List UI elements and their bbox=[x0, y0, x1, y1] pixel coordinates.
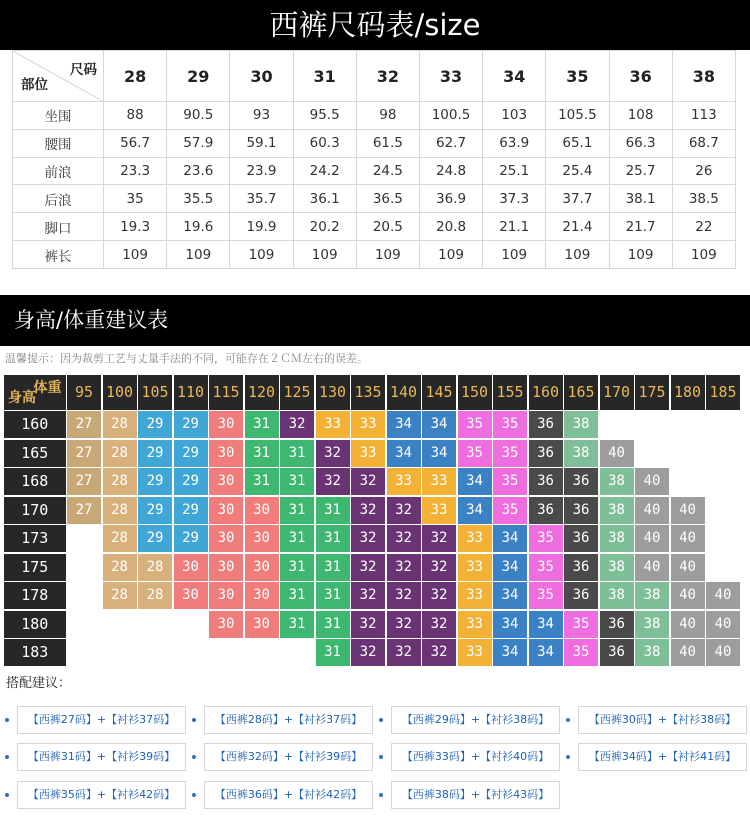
table-cell: 37.3 bbox=[483, 185, 546, 213]
grid-size-cell: 28 bbox=[138, 554, 172, 581]
table-cell: 36.5 bbox=[356, 185, 419, 213]
grid-size-cell: 32 bbox=[351, 639, 385, 666]
table-cell: 26 bbox=[672, 157, 735, 185]
grid-size-cell: 35 bbox=[493, 411, 527, 438]
grid-size-cell: 35 bbox=[458, 440, 492, 467]
table-cell: 24.5 bbox=[356, 157, 419, 185]
height-header-cell: 183 bbox=[4, 639, 66, 666]
height-weight-title-bar bbox=[0, 295, 750, 346]
grid-size-cell: 34 bbox=[493, 554, 527, 581]
grid-size-cell: 32 bbox=[387, 582, 421, 609]
grid-size-cell: 32 bbox=[351, 497, 385, 524]
size-header-cell: 28 bbox=[104, 51, 167, 102]
table-row bbox=[13, 129, 736, 157]
grid-size-cell: 32 bbox=[280, 411, 314, 438]
grid-size-cell: 29 bbox=[174, 468, 208, 495]
grid-size-cell: 36 bbox=[529, 411, 563, 438]
grid-size-cell: 34 bbox=[493, 582, 527, 609]
grid-size-cell: 40 bbox=[600, 440, 634, 467]
grid-size-cell: 40 bbox=[706, 611, 740, 638]
table-cell: 37.7 bbox=[546, 185, 609, 213]
table-row bbox=[13, 213, 736, 241]
bullet-dot bbox=[192, 793, 196, 797]
size-header-cell: 30 bbox=[230, 51, 293, 102]
grid-size-cell: 29 bbox=[174, 497, 208, 524]
grid-size-cell: 36 bbox=[564, 497, 598, 524]
grid-size-cell: 32 bbox=[387, 611, 421, 638]
grid-size-cell: 29 bbox=[138, 440, 172, 467]
size-header-row bbox=[13, 51, 736, 102]
suggestion-item: 【西裤32码】+【衬衫39码】 bbox=[204, 743, 373, 771]
size-header-cell: 33 bbox=[419, 51, 482, 102]
grid-size-cell: 30 bbox=[174, 582, 208, 609]
table-cell: 22 bbox=[672, 213, 735, 241]
table-cell: 20.5 bbox=[356, 213, 419, 241]
grid-size-cell: 35 bbox=[493, 497, 527, 524]
table-cell: 24.8 bbox=[419, 157, 482, 185]
grid-size-cell: 31 bbox=[280, 582, 314, 609]
grid-size-cell: 35 bbox=[493, 468, 527, 495]
suggestion-item: 【西裤33码】+【衬衫40码】 bbox=[391, 743, 560, 771]
grid-size-cell: 40 bbox=[706, 582, 740, 609]
row-label: 裤长 bbox=[13, 241, 104, 269]
grid-size-cell: 38 bbox=[600, 497, 634, 524]
grid-size-cell: 33 bbox=[422, 497, 456, 524]
grid-size-cell: 30 bbox=[209, 440, 243, 467]
grid-size-cell: 38 bbox=[600, 554, 634, 581]
grid-size-cell: 29 bbox=[174, 440, 208, 467]
table-cell: 25.4 bbox=[546, 157, 609, 185]
bullet-dot bbox=[5, 755, 9, 759]
grid-size-cell: 31 bbox=[245, 468, 279, 495]
grid-size-cell: 30 bbox=[245, 611, 279, 638]
bullet-dot bbox=[379, 755, 383, 759]
weight-header-cell: 105 bbox=[138, 375, 172, 410]
grid-size-cell: 36 bbox=[600, 639, 634, 666]
weight-header-cell: 115 bbox=[209, 375, 243, 410]
table-cell: 25.1 bbox=[483, 157, 546, 185]
grid-size-cell: 28 bbox=[103, 497, 137, 524]
grid-size-cell: 28 bbox=[103, 411, 137, 438]
grid-size-cell: 40 bbox=[671, 582, 705, 609]
grid-size-cell: 34 bbox=[387, 411, 421, 438]
grid-size-cell: 31 bbox=[316, 554, 350, 581]
grid-size-cell: 33 bbox=[458, 554, 492, 581]
grid-size-cell: 40 bbox=[671, 639, 705, 666]
grid-size-cell: 34 bbox=[458, 468, 492, 495]
table-cell: 98 bbox=[356, 102, 419, 130]
table-cell: 38.1 bbox=[609, 185, 672, 213]
grid-size-cell: 28 bbox=[103, 525, 137, 552]
grid-size-cell: 28 bbox=[138, 582, 172, 609]
grid-size-cell: 28 bbox=[103, 582, 137, 609]
weight-header-cell: 165 bbox=[564, 375, 598, 410]
table-cell: 93 bbox=[230, 102, 293, 130]
grid-size-cell: 32 bbox=[351, 468, 385, 495]
grid-size-cell: 33 bbox=[422, 468, 456, 495]
grid-size-cell: 35 bbox=[458, 411, 492, 438]
grid-size-cell: 38 bbox=[600, 582, 634, 609]
corner-weight-label: 体重 bbox=[33, 380, 62, 396]
row-label: 坐围 bbox=[13, 102, 104, 130]
suggestion-item: 【西裤28码】+【衬衫37码】 bbox=[204, 706, 373, 734]
grid-size-cell: 35 bbox=[564, 639, 598, 666]
grid-size-cell: 28 bbox=[103, 440, 137, 467]
grid-size-cell: 34 bbox=[493, 611, 527, 638]
size-header-cell: 29 bbox=[167, 51, 230, 102]
weight-header-cell: 125 bbox=[280, 375, 314, 410]
grid-size-cell: 40 bbox=[635, 554, 669, 581]
table-cell: 20.8 bbox=[419, 213, 482, 241]
grid-size-cell: 29 bbox=[138, 411, 172, 438]
bullet-dot bbox=[192, 755, 196, 759]
suggestion-item: 【西裤29码】+【衬衫38码】 bbox=[391, 706, 560, 734]
grid-size-cell: 29 bbox=[138, 497, 172, 524]
weight-header-cell: 155 bbox=[493, 375, 527, 410]
suggestion-item: 【西裤36码】+【衬衫42码】 bbox=[204, 781, 373, 809]
grid-size-cell: 31 bbox=[245, 440, 279, 467]
grid-size-cell: 32 bbox=[316, 468, 350, 495]
table-cell: 38.5 bbox=[672, 185, 735, 213]
suggestion-item: 【西裤38码】+【衬衫43码】 bbox=[391, 781, 560, 809]
table-cell: 103 bbox=[483, 102, 546, 130]
grid-size-cell: 30 bbox=[174, 554, 208, 581]
table-cell: 23.3 bbox=[104, 157, 167, 185]
grid-size-cell: 32 bbox=[351, 525, 385, 552]
corner-size-label: 尺码 bbox=[70, 62, 97, 78]
suggestion-item: 【西裤35码】+【衬衫42码】 bbox=[17, 781, 186, 809]
grid-size-cell: 32 bbox=[387, 525, 421, 552]
grid-size-cell: 33 bbox=[458, 525, 492, 552]
grid-size-cell: 32 bbox=[422, 639, 456, 666]
grid-size-cell: 28 bbox=[103, 554, 137, 581]
grid-size-cell: 40 bbox=[671, 554, 705, 581]
bullet-dot bbox=[5, 718, 9, 722]
table-cell: 19.9 bbox=[230, 213, 293, 241]
table-row bbox=[13, 185, 736, 213]
weight-header-cell: 175 bbox=[635, 375, 669, 410]
table-cell: 109 bbox=[356, 241, 419, 269]
grid-size-cell: 40 bbox=[671, 497, 705, 524]
suggestion-title: 搭配建议： bbox=[6, 676, 72, 691]
size-chart-title: 西裤尺码表/size bbox=[269, 8, 481, 42]
grid-size-cell: 33 bbox=[351, 411, 385, 438]
grid-size-cell: 29 bbox=[138, 468, 172, 495]
grid-size-cell: 40 bbox=[671, 611, 705, 638]
weight-header-cell: 95 bbox=[67, 375, 101, 410]
size-table bbox=[12, 50, 736, 269]
grid-size-cell: 30 bbox=[209, 582, 243, 609]
table-cell: 35.7 bbox=[230, 185, 293, 213]
grid-size-cell: 31 bbox=[245, 411, 279, 438]
grid-size-cell: 36 bbox=[564, 554, 598, 581]
weight-header-cell: 120 bbox=[245, 375, 279, 410]
weight-header-cell: 110 bbox=[174, 375, 208, 410]
suggestion-item: 【西裤31码】+【衬衫39码】 bbox=[17, 743, 186, 771]
corner-part-label: 部位 bbox=[21, 77, 48, 93]
size-header-cell: 34 bbox=[483, 51, 546, 102]
height-weight-title: 身高/体重建议表 bbox=[14, 308, 169, 332]
row-label: 前浪 bbox=[13, 157, 104, 185]
bullet-dot bbox=[566, 718, 570, 722]
measurement-tip: 温馨提示：因为裁剪工艺与丈量手法的不同，可能存在２ＣＭ左右的误差。 bbox=[5, 352, 368, 365]
grid-size-cell: 32 bbox=[316, 440, 350, 467]
grid-size-cell: 30 bbox=[245, 497, 279, 524]
table-cell: 19.6 bbox=[167, 213, 230, 241]
grid-size-cell: 30 bbox=[209, 525, 243, 552]
grid-size-cell: 29 bbox=[174, 411, 208, 438]
table-cell: 62.7 bbox=[419, 129, 482, 157]
table-cell: 109 bbox=[546, 241, 609, 269]
grid-size-cell: 35 bbox=[529, 582, 563, 609]
grid-size-cell: 32 bbox=[422, 554, 456, 581]
grid-size-cell: 30 bbox=[245, 554, 279, 581]
table-cell: 108 bbox=[609, 102, 672, 130]
grid-size-cell: 36 bbox=[564, 468, 598, 495]
grid-size-cell: 36 bbox=[529, 440, 563, 467]
height-header-cell: 175 bbox=[4, 554, 66, 581]
table-cell: 21.4 bbox=[546, 213, 609, 241]
height-header-cell: 168 bbox=[4, 468, 66, 495]
grid-size-cell: 31 bbox=[280, 468, 314, 495]
grid-size-cell: 30 bbox=[245, 525, 279, 552]
grid-size-cell: 34 bbox=[422, 440, 456, 467]
size-header-cell: 36 bbox=[609, 51, 672, 102]
suggestion-item: 【西裤30码】+【衬衫38码】 bbox=[578, 706, 747, 734]
size-header-cell: 38 bbox=[672, 51, 735, 102]
grid-size-cell: 33 bbox=[458, 582, 492, 609]
table-cell: 20.2 bbox=[293, 213, 356, 241]
grid-size-cell: 30 bbox=[245, 582, 279, 609]
height-header-cell: 160 bbox=[4, 411, 66, 438]
grid-size-cell: 38 bbox=[635, 582, 669, 609]
grid-size-cell: 40 bbox=[635, 525, 669, 552]
grid-size-cell: 33 bbox=[387, 468, 421, 495]
grid-size-cell: 35 bbox=[564, 611, 598, 638]
corner-height-label: 身高 bbox=[8, 389, 36, 406]
size-header-cell: 35 bbox=[546, 51, 609, 102]
size-header-cell: 32 bbox=[356, 51, 419, 102]
size-chart-title-bar bbox=[0, 0, 750, 50]
grid-size-cell: 31 bbox=[316, 582, 350, 609]
table-cell: 35.5 bbox=[167, 185, 230, 213]
grid-size-cell: 38 bbox=[564, 411, 598, 438]
grid-size-cell: 31 bbox=[316, 497, 350, 524]
grid-size-cell: 32 bbox=[387, 554, 421, 581]
table-cell: 35 bbox=[104, 185, 167, 213]
grid-size-cell: 34 bbox=[493, 639, 527, 666]
grid-size-cell: 31 bbox=[280, 440, 314, 467]
table-cell: 109 bbox=[104, 241, 167, 269]
grid-size-cell: 33 bbox=[316, 411, 350, 438]
table-cell: 109 bbox=[672, 241, 735, 269]
bullet-dot bbox=[5, 793, 9, 797]
row-label: 后浪 bbox=[13, 185, 104, 213]
grid-size-cell: 34 bbox=[529, 639, 563, 666]
grid-size-cell: 30 bbox=[209, 554, 243, 581]
grid-size-cell: 32 bbox=[351, 611, 385, 638]
table-cell: 59.1 bbox=[230, 129, 293, 157]
grid-size-cell: 32 bbox=[387, 639, 421, 666]
grid-size-cell: 36 bbox=[564, 525, 598, 552]
grid-size-cell: 40 bbox=[635, 468, 669, 495]
grid-size-cell: 27 bbox=[67, 411, 101, 438]
bullet-dot bbox=[192, 718, 196, 722]
table-cell: 109 bbox=[230, 241, 293, 269]
bullet-dot bbox=[379, 718, 383, 722]
grid-size-cell: 31 bbox=[316, 639, 350, 666]
grid-size-cell: 34 bbox=[529, 611, 563, 638]
weight-header-cell: 135 bbox=[351, 375, 385, 410]
table-cell: 21.1 bbox=[483, 213, 546, 241]
table-cell: 109 bbox=[609, 241, 672, 269]
grid-size-cell: 30 bbox=[209, 497, 243, 524]
height-header-cell: 165 bbox=[4, 440, 66, 467]
grid-size-cell: 40 bbox=[706, 639, 740, 666]
grid-size-cell: 31 bbox=[280, 611, 314, 638]
table-cell: 109 bbox=[419, 241, 482, 269]
grid-size-cell: 32 bbox=[422, 525, 456, 552]
table-cell: 105.5 bbox=[546, 102, 609, 130]
grid-size-cell: 33 bbox=[351, 440, 385, 467]
height-header-cell: 173 bbox=[4, 525, 66, 552]
table-cell: 88 bbox=[104, 102, 167, 130]
bullet-dot bbox=[566, 755, 570, 759]
size-table-container bbox=[12, 50, 736, 269]
grid-size-cell: 35 bbox=[529, 554, 563, 581]
grid-size-cell: 35 bbox=[493, 440, 527, 467]
grid-size-cell: 30 bbox=[209, 411, 243, 438]
grid-size-cell: 29 bbox=[138, 525, 172, 552]
weight-header-cell: 160 bbox=[529, 375, 563, 410]
grid-size-cell: 28 bbox=[103, 468, 137, 495]
grid-size-cell: 32 bbox=[387, 497, 421, 524]
table-cell: 21.7 bbox=[609, 213, 672, 241]
grid-size-cell: 36 bbox=[600, 611, 634, 638]
grid-size-cell: 27 bbox=[67, 468, 101, 495]
grid-size-cell: 35 bbox=[529, 525, 563, 552]
table-row bbox=[13, 102, 736, 130]
table-cell: 100.5 bbox=[419, 102, 482, 130]
height-header-cell: 180 bbox=[4, 611, 66, 638]
grid-size-cell: 31 bbox=[280, 554, 314, 581]
weight-header-cell: 150 bbox=[458, 375, 492, 410]
grid-size-cell: 33 bbox=[458, 611, 492, 638]
weight-header-cell: 185 bbox=[706, 375, 740, 410]
table-cell: 65.1 bbox=[546, 129, 609, 157]
table-cell: 56.7 bbox=[104, 129, 167, 157]
table-cell: 113 bbox=[672, 102, 735, 130]
grid-size-cell: 33 bbox=[458, 639, 492, 666]
table-cell: 109 bbox=[293, 241, 356, 269]
grid-size-cell: 27 bbox=[67, 440, 101, 467]
table-cell: 23.9 bbox=[230, 157, 293, 185]
table-cell: 63.9 bbox=[483, 129, 546, 157]
grid-size-cell: 31 bbox=[280, 525, 314, 552]
table-corner bbox=[13, 51, 104, 102]
suggestion-item: 【西裤34码】+【衬衫41码】 bbox=[578, 743, 747, 771]
grid-size-cell: 36 bbox=[529, 468, 563, 495]
table-cell: 25.7 bbox=[609, 157, 672, 185]
grid-size-cell: 36 bbox=[564, 582, 598, 609]
grid-size-cell: 31 bbox=[280, 497, 314, 524]
bullet-dot bbox=[379, 793, 383, 797]
grid-size-cell: 38 bbox=[635, 639, 669, 666]
size-header-cell: 31 bbox=[293, 51, 356, 102]
grid-size-cell: 27 bbox=[67, 497, 101, 524]
suggestion-item: 【西裤27码】+【衬衫37码】 bbox=[17, 706, 186, 734]
weight-header-cell: 145 bbox=[422, 375, 456, 410]
table-row bbox=[13, 157, 736, 185]
table-cell: 36.9 bbox=[419, 185, 482, 213]
table-cell: 23.6 bbox=[167, 157, 230, 185]
grid-size-cell: 36 bbox=[529, 497, 563, 524]
grid-size-cell: 34 bbox=[458, 497, 492, 524]
grid-size-cell: 40 bbox=[671, 525, 705, 552]
table-cell: 68.7 bbox=[672, 129, 735, 157]
grid-size-cell: 38 bbox=[635, 611, 669, 638]
table-cell: 66.3 bbox=[609, 129, 672, 157]
table-cell: 60.3 bbox=[293, 129, 356, 157]
grid-size-cell: 30 bbox=[209, 468, 243, 495]
table-cell: 61.5 bbox=[356, 129, 419, 157]
grid-size-cell: 31 bbox=[316, 611, 350, 638]
weight-header-cell: 100 bbox=[103, 375, 137, 410]
row-label: 腰围 bbox=[13, 129, 104, 157]
grid-size-cell: 34 bbox=[493, 525, 527, 552]
grid-size-cell: 29 bbox=[174, 525, 208, 552]
grid-size-cell: 32 bbox=[422, 611, 456, 638]
table-cell: 95.5 bbox=[293, 102, 356, 130]
table-cell: 109 bbox=[483, 241, 546, 269]
table-cell: 24.2 bbox=[293, 157, 356, 185]
grid-size-cell: 32 bbox=[351, 554, 385, 581]
grid-size-cell: 31 bbox=[316, 525, 350, 552]
table-row bbox=[13, 241, 736, 269]
grid-corner bbox=[4, 375, 66, 410]
weight-header-cell: 180 bbox=[671, 375, 705, 410]
table-cell: 36.1 bbox=[293, 185, 356, 213]
grid-size-cell: 34 bbox=[387, 440, 421, 467]
grid-size-cell: 30 bbox=[209, 611, 243, 638]
table-cell: 57.9 bbox=[167, 129, 230, 157]
grid-size-cell: 32 bbox=[422, 582, 456, 609]
grid-size-cell: 40 bbox=[635, 497, 669, 524]
weight-header-cell: 140 bbox=[387, 375, 421, 410]
table-cell: 90.5 bbox=[167, 102, 230, 130]
grid-size-cell: 34 bbox=[422, 411, 456, 438]
height-header-cell: 178 bbox=[4, 582, 66, 609]
height-weight-grid bbox=[4, 375, 742, 668]
grid-size-cell: 38 bbox=[564, 440, 598, 467]
table-cell: 109 bbox=[167, 241, 230, 269]
table-cell: 19.3 bbox=[104, 213, 167, 241]
weight-header-cell: 170 bbox=[600, 375, 634, 410]
grid-size-cell: 32 bbox=[351, 582, 385, 609]
height-header-cell: 170 bbox=[4, 497, 66, 524]
weight-header-cell: 130 bbox=[316, 375, 350, 410]
grid-size-cell: 38 bbox=[600, 468, 634, 495]
row-label: 脚口 bbox=[13, 213, 104, 241]
grid-size-cell: 38 bbox=[600, 525, 634, 552]
